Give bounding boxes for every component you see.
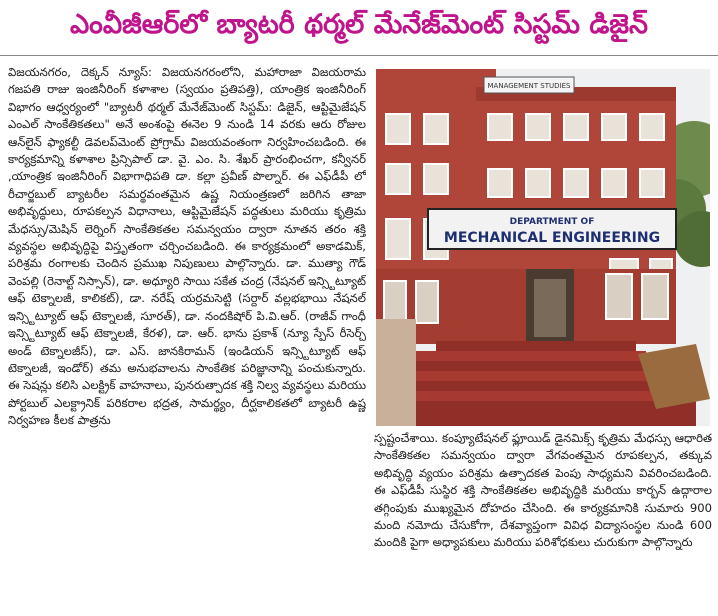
upper-sign-text: MANAGEMENT STUDIES	[487, 82, 571, 90]
banner-line-2: MECHANICAL ENGINEERING	[443, 230, 661, 246]
article-left-column: విజయనగరం, దెక్కన్ న్యూస్: విజయనగరంలోని, మహారాజా విజయరామ గజపతి రాజు ఇంజినీరింగ్ కళాశాల (స్వయం ప్రతిపత్తి), యాంత్రిక ఇంజినీరింగ్ విభాగం ఆధ్వర్యంలో "బ్యాటరీ థర్మల్ మేనేజ్‌మెంట్ సిస్టమ్: డిజైన్, ఆప్టిమైజేషన్ ఎంఎల్ సాంకేతికతలు" అనే అంశంపై ఈనెల 9 నుండి 14 వరకు ఆరు రోజుల ఆన్‌లైన్ ఫ్యాకల్టీ డెవలప్‌మెంట్ ప్రోగ్రామ్ విజయవంతంగా నిర్వహించబడింది. ఈ కార్యక్రమాన్ని కళాశాల ప్రిన్సిపాల్ డా. వై. ఎం. సి. శేఖర్ ప్రారంభించగా, కన్వీనర్ ,యాంత్రిక ఇంజినీరింగ్ విభాగాధిపతి డా. కల్లా ప్రవీణ్ పొల్నార్. ఈ ఎఫ్‌డీపీ లో రీచార్జబుల్ బ్యాటరీల సమర్థవంతమైన ఉష్ణ నియంత్రణలో జరిగిన తాజా అభివృద్ధులు, రూపకల్పన విధానాలు, ఆప్టిమైజేషన్ పద్ధతులు మరియు కృత్రిమ మేధస్సు/మెషిన్ లెర్నింగ్ సాంకేతికతల సమన్వయం ద్వారా నూతన తరం శక్తి వ్యవస్థల అభివృద్ధిపై విస్తృతంగా చర్చించబడింది. ఈ కార్యక్రమంలో అకాడమిక్, పరిశ్రమ రంగాలకు చెందిన ప్రముఖ నిపుణులు పాల్గొన్నారు. డా. ముత్యా గౌడ్ వెంపల్లి (రెనాల్ట్ నిస్సాన్), డా. అధ్యూరి సాయి సకేత చంద్ర (నేషనల్ ఇన్స్టిట్యూట్ ఆఫ్ టెక్నాలజీ, కాలికట్), డా. నరేష్ యర్రమసెట్టి (సర్దార్ వల్లభభాయి నేషనల్ ఇన్స్టిట్యూట్ ఆఫ్ టెక్నాలజీ, సూరత్), డా. నందకిషోర్ పి.వి.ఆర్. (రాజీవ్ గాంధీ ఇన్స్టిట్యూట్ ఆఫ్ టెక్నాలజీ, కేరళ), డా. ఆర్. భాను ప్రకాశ్ (న్యూ స్పేస్ రీసెర్చ్ అండ్ టెక్నాలజీస్), డా. ఎస్. జానకిరామన్ (ఇండియన్ ఇన్స్టిట్యూట్ ఆఫ్ టెక్నాలజీ, ఇండోర్) తమ అనుభవాలను సాంకేతిక పరిజ్ఞానాన్ని పంచుకున్నారు. ఈ సెషన్లు కలిసి ఎలక్ట్రిక్ వాహనాలు, పునరుత్పాదక శక్తి నిల్వ వ్యవస్థలు మరియు పోర్టబుల్ ఎలక్ట్రానిక్ పరికరాల భద్రత, సామర్థ్యం, దీర్ఘకాలికతలో బ్యాటరీ ఉష్ణ నిర్వహణ కీలక పాత్రను	[8, 65, 366, 428]
article-right-column: స్పష్టంచేశాయి. కంప్యూటేషనల్ ఫ్లూయిడ్ డైనమిక్స్ కృత్రిమ మేధస్సు ఆధారిత సాంకేతికతల సమన్వయం ద్వారా వేగవంతమైన రూపకల్పన, తక్కువ అభివృద్ధి వ్యయం పరిశ్రమ ఉత్పాదకత పెంపు సాధ్యమని వివరించబడింది. ఈ ఎఫ్‌డీపీ సుస్థిర శక్తి సాంకేతికతల అభివృద్ధికి మరియు కార్బన్ ఉద్గారాల తగ్గింపుకు ముఖ్యమైన దోహదం చేసింది. ఈ కార్యక్రమానికి సుమారు 900 మంది నమోదు చేసుకోగా, దేశవ్యాప్తంగా వివిధ విద్యాసంస్థల నుండి 600 మందికి పైగా అధ్యాపకులు మరియు పరిశోధకులు చురుకుగా పాల్గొన్నారు	[374, 431, 712, 550]
article-photo	[376, 69, 710, 426]
mechanical-department-building-image	[376, 69, 710, 426]
banner-line-1: DEPARTMENT OF	[509, 217, 595, 227]
headline: ఎంవీజీఆర్‌లో బ్యాటరీ థర్మల్ మేనేజ్‌మెంట్ సిస్టమ్ డిజైన్	[69, 8, 649, 40]
headline-bar	[0, 0, 718, 56]
